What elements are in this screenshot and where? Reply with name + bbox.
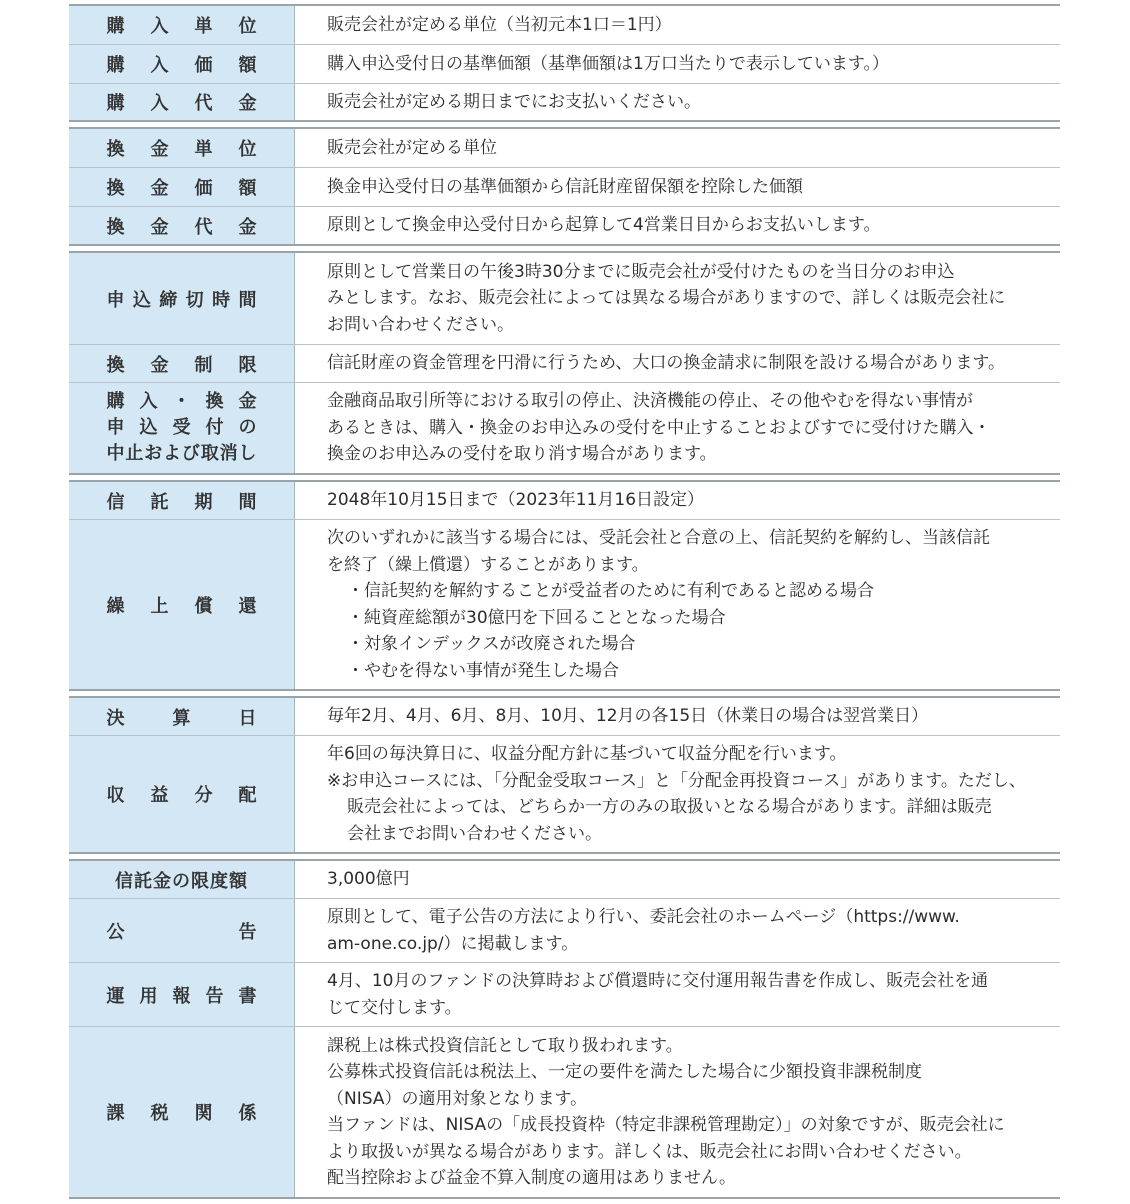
label-char: 購: [106, 16, 125, 37]
label-char: 間: [238, 289, 257, 311]
label-char: 収: [106, 785, 125, 806]
row-label: [69, 6, 295, 44]
table-row: [69, 736, 1060, 852]
label-char: 入: [150, 93, 169, 114]
row-label: [69, 482, 295, 519]
label-char: 分: [194, 785, 213, 806]
row-label: [69, 736, 295, 852]
table-row: [69, 383, 1060, 473]
row-label-text: [107, 488, 257, 514]
table-row: [69, 899, 1060, 963]
row-label: [69, 84, 295, 120]
row-value: [295, 899, 1060, 962]
label-char: ・: [172, 391, 191, 412]
value-line: 信託財産の資金管理を円滑に行うため、大口の換金請求に制限を設ける場合があります。: [327, 353, 1005, 374]
row-label-text: [107, 704, 257, 730]
label-char: 運: [106, 985, 125, 1007]
label-char: 益: [150, 785, 169, 806]
row-value: [295, 520, 1060, 689]
value-line: ・対象インデックスが改廃された場合: [347, 634, 636, 654]
label-char: 位: [238, 139, 257, 160]
label-char: 締: [159, 289, 178, 311]
label-char: 取: [200, 443, 219, 464]
row-label-text: [107, 89, 257, 115]
label-char: 金: [150, 178, 169, 199]
label-char: 税: [150, 1103, 169, 1124]
row-label-text: [107, 351, 257, 377]
value-line: 年6回の毎決算日に、収益分配方針に基づいて収益分配を行います。: [327, 744, 847, 764]
label-char: 換: [205, 391, 224, 412]
row-value: [295, 383, 1060, 473]
label-char: 申: [106, 417, 125, 438]
label-char: 換: [106, 178, 125, 199]
value-line: 当ファンドは、NISAの「成長投資枠（特定非課税管理勘定）」の対象ですが、販売会社に: [327, 1115, 1005, 1135]
value-line: 毎年2月、4月、6月、8月、10月、12月の各15日（休業日の場合は翌営業日）: [327, 706, 929, 727]
row-label-text: [107, 592, 257, 618]
value-line: ・純資産総額が30億円を下回ることとなった場合: [347, 607, 726, 628]
label-char: 単: [194, 139, 213, 160]
label-char: 額: [238, 55, 257, 76]
value-line: 換金申込受付日の基準価額から信託財産留保額を控除した価額: [327, 176, 803, 197]
label-char: 係: [238, 1103, 257, 1124]
value-line: 販売会社によっては、どちらか一方のみの取扱いとなる場合があります。詳細は販売: [347, 797, 992, 817]
row-label-text: [107, 12, 257, 38]
row-label-text: [107, 1099, 257, 1125]
value-line: お問い合わせください。: [327, 314, 514, 335]
label-char: 切: [185, 289, 204, 311]
label-char: 償: [194, 595, 213, 617]
row-value: [295, 168, 1060, 206]
label-char: 限: [238, 354, 257, 376]
table-row: [69, 6, 1060, 45]
label-char: 申: [106, 289, 125, 311]
value-line: 課税上は株式投資信託として取り扱われます。: [327, 1035, 683, 1056]
label-char: 購: [106, 391, 125, 412]
value-line: 金融商品取引所等における取引の停止、決済機能の停止、その他やむを得ない事情が: [327, 391, 973, 412]
row-label: [69, 207, 295, 244]
table-group: [69, 127, 1060, 246]
value-line: 2048年10月15日まで（2023年11月16日設定）: [327, 490, 705, 511]
label-char: 消: [219, 443, 238, 464]
label-char: 金: [238, 93, 257, 114]
label-char: 金: [238, 391, 257, 412]
table-row: [69, 345, 1060, 383]
row-value: [295, 482, 1060, 519]
row-label-text: [107, 174, 257, 200]
table-group: [69, 696, 1060, 854]
row-value: [295, 736, 1060, 852]
label-char: 決: [106, 707, 125, 729]
label-char: 告: [205, 985, 224, 1007]
value-line: ※お申込コースには、「分配金受取コース」と「分配金再投資コース」があります。ただし、: [327, 770, 1026, 791]
label-char: 入: [139, 391, 158, 412]
label-char: 換: [106, 216, 125, 238]
value-line: 会社までお問い合わせください。: [347, 823, 602, 844]
label-char: 金: [150, 354, 169, 376]
table-row: [69, 253, 1060, 345]
label-char: お: [144, 443, 163, 464]
value-line: 配当控除および益金不算入制度の適用はありません。: [327, 1168, 737, 1188]
label-char: 関: [194, 1103, 213, 1124]
row-value: [295, 345, 1060, 382]
value-line: 購入申込受付日の基準価額（基準価額は1万口当たりで表示しています。）: [327, 53, 889, 74]
row-label: [69, 698, 295, 735]
row-label: [69, 899, 295, 962]
value-line: を終了（繰上償還）することがあります。: [327, 554, 649, 575]
label-char: 換: [106, 354, 125, 376]
label-char: 代: [194, 216, 213, 238]
row-label-line: [107, 441, 257, 467]
label-char: 金: [150, 139, 169, 160]
label-char: 期: [194, 491, 213, 513]
table-row: [69, 482, 1060, 520]
label-char: 換: [106, 139, 125, 160]
label-char: 書: [238, 985, 257, 1007]
value-line: 販売会社が定める単位: [327, 137, 497, 158]
label-char: 購: [106, 93, 125, 114]
label-char: 込: [132, 289, 151, 311]
label-char: 公: [106, 921, 125, 943]
label-char: 込: [139, 417, 158, 438]
value-line: 原則として、電子公告の方法により行い、委託会社のホームページ（https://www.: [327, 907, 960, 927]
row-label-text: [107, 781, 257, 807]
table-row: [69, 168, 1060, 207]
value-line: 換金のお申込みの受付を取り消す場合があります。: [327, 444, 717, 465]
row-label-line: [107, 415, 257, 441]
label-char: 繰: [106, 595, 125, 617]
label-char: の: [238, 417, 257, 438]
fund-terms-table: [69, 4, 1060, 1204]
value-line: ・やむを得ない事情が発生した場合: [347, 660, 619, 681]
value-line: ・信託契約を解約することが受益者のために有利であると認める場合: [347, 581, 874, 601]
value-line: 原則として換金申込受付日から起算して4営業日目からお支払いします。: [327, 215, 881, 236]
label-char: 告: [238, 921, 257, 943]
row-label: [69, 383, 295, 473]
table-row: [69, 45, 1060, 84]
label-char: 止: [125, 443, 144, 464]
row-label: [69, 1027, 295, 1197]
label-char: 単: [194, 16, 213, 37]
row-label: [69, 45, 295, 83]
value-line: じて交付します。: [327, 997, 462, 1018]
row-label: [69, 129, 295, 167]
label-char: 位: [238, 16, 257, 37]
label-char: 入: [150, 55, 169, 76]
value-line: 3,000億円: [327, 869, 410, 890]
label-char: 中: [106, 443, 125, 464]
value-line: みとします。なお、販売会社によっては異なる場合がありますので、詳しくは販売会社に: [327, 288, 1006, 309]
row-value: [295, 6, 1060, 44]
row-label-text: [107, 982, 257, 1008]
value-line: 公募株式投資信託は税法上、一定の要件を満たした場合に少額投資非課税制度: [327, 1062, 922, 1082]
table-row: [69, 698, 1060, 736]
label-char: 入: [150, 16, 169, 37]
row-value: [295, 1027, 1060, 1197]
value-line: （NISA）の適用対象となります。: [327, 1088, 588, 1109]
label-char: 託: [150, 491, 169, 513]
table-group: [69, 251, 1060, 475]
label-char: 算: [172, 707, 191, 729]
row-value: [295, 698, 1060, 735]
label-char: 間: [238, 491, 257, 513]
row-label: [69, 861, 295, 898]
value-line: 販売会社が定める単位（当初元本1口＝1円）: [327, 14, 672, 35]
label-char: 額: [238, 178, 257, 199]
row-value: [295, 861, 1060, 898]
table-group: [69, 859, 1060, 1199]
label-char: 報: [172, 985, 191, 1007]
row-label-text: [107, 51, 257, 77]
label-char: 配: [238, 785, 257, 806]
row-label-text: 信託金の限度額: [115, 870, 248, 892]
table-row: [69, 1027, 1060, 1197]
label-char: 受: [172, 417, 191, 438]
value-line: 4月、10月のファンドの決算時および償還時に交付運用報告書を作成し、販売会社を通: [327, 971, 989, 991]
row-label: [69, 345, 295, 382]
row-label: [69, 168, 295, 206]
table-row: [69, 861, 1060, 899]
row-value: [295, 84, 1060, 120]
row-label-text: [107, 918, 257, 944]
label-char: 制: [194, 354, 213, 376]
row-label: [69, 253, 295, 344]
row-label-text: [107, 213, 257, 239]
label-char: び: [181, 443, 200, 464]
row-value: [295, 45, 1060, 83]
label-char: 購: [106, 55, 125, 76]
label-char: 金: [238, 216, 257, 238]
label-char: 付: [205, 417, 224, 438]
label-char: 信: [106, 491, 125, 513]
table-group: [69, 480, 1060, 691]
label-char: よ: [163, 443, 182, 464]
row-value: [295, 963, 1060, 1026]
row-label-text: [107, 135, 257, 161]
label-char: 価: [194, 178, 213, 199]
label-char: し: [238, 443, 257, 464]
label-char: 価: [194, 55, 213, 76]
value-line: より取扱いが異なる場合があります。詳しくは、販売会社にお問い合わせください。: [327, 1141, 972, 1162]
label-char: 金: [150, 216, 169, 238]
label-char: 代: [194, 93, 213, 114]
table-row: [69, 963, 1060, 1027]
row-label: [69, 520, 295, 689]
row-label-text: [107, 389, 257, 467]
table-group: [69, 4, 1060, 122]
label-char: 課: [106, 1103, 125, 1124]
value-line: あるときは、購入・換金のお申込みの受付を中止することおよびすでに受付けた購入・: [327, 417, 991, 438]
value-line: am-one.co.jp/）に掲載します。: [327, 933, 579, 954]
row-value: [295, 129, 1060, 167]
label-char: 用: [139, 985, 158, 1007]
label-char: 日: [238, 707, 257, 729]
row-label-text: [107, 286, 257, 312]
label-char: 上: [150, 595, 169, 617]
label-char: 還: [238, 595, 257, 617]
table-row: [69, 129, 1060, 168]
table-row: [69, 520, 1060, 689]
value-line: 原則として営業日の午後3時30分までに販売会社が受付けたものを当日分のお申込: [327, 261, 955, 282]
value-line: 次のいずれかに該当する場合には、受託会社と合意の上、信託契約を解約し、当該信託: [327, 528, 990, 548]
row-value: [295, 207, 1060, 244]
row-label: [69, 963, 295, 1026]
table-row: [69, 84, 1060, 120]
table-row: [69, 207, 1060, 244]
label-char: 時: [212, 289, 231, 311]
row-label-line: [107, 389, 257, 415]
row-value: [295, 253, 1060, 344]
value-line: 販売会社が定める期日までにお支払いください。: [327, 91, 701, 112]
